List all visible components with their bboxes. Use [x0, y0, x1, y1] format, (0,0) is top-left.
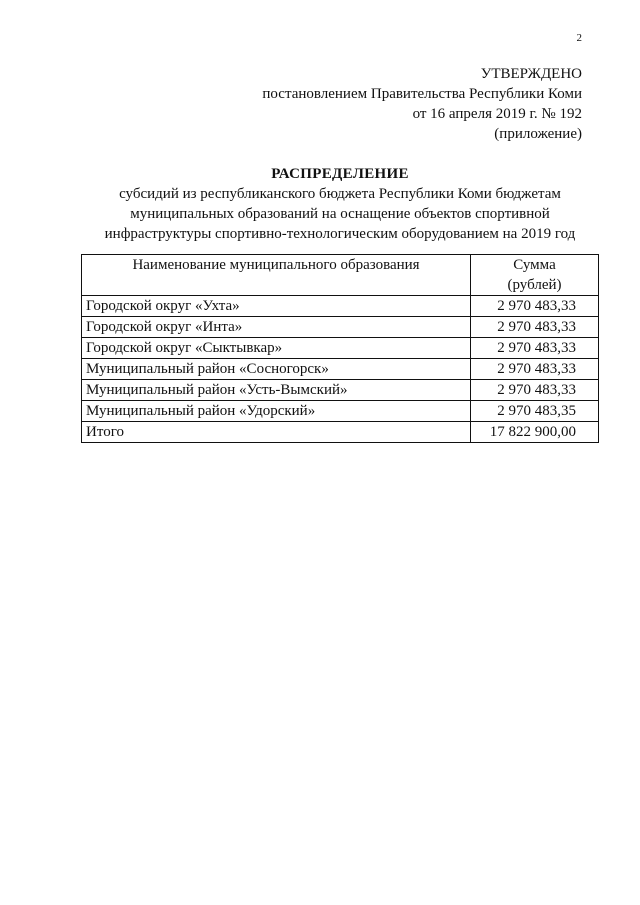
table-body — [82, 296, 599, 443]
table-row — [82, 296, 599, 317]
table-row — [82, 338, 599, 359]
subsidy-sum-cell: 2 970 483,33 — [471, 317, 599, 338]
municipality-name-cell: Муниципальный район «Сосногорск» — [82, 359, 471, 380]
distribution-table — [81, 254, 599, 443]
table-row — [82, 317, 599, 338]
subsidy-sum-cell: 2 970 483,33 — [471, 338, 599, 359]
subsidy-sum-cell: 2 970 483,33 — [471, 296, 599, 317]
approval-block — [262, 64, 582, 144]
document-subtitle-line-3: инфраструктуры спортивно-технологическим оборудованием на 2019 год — [104, 226, 576, 242]
municipality-name-cell: Муниципальный район «Усть-Вымский» — [82, 380, 471, 401]
municipality-name-cell: Городской округ «Инта» — [82, 317, 471, 338]
subsidy-sum-cell: 17 822 900,00 — [471, 422, 599, 443]
approval-date: от 16 апреля 2019 г. № 192 — [412, 106, 582, 122]
header-sum-unit: (рублей) — [507, 277, 562, 293]
header-sum-label: Сумма — [513, 257, 556, 273]
municipality-name-cell: Городской округ «Сыктывкар» — [82, 338, 471, 359]
table-row — [82, 401, 599, 422]
table-row — [82, 422, 599, 443]
subsidy-sum-cell: 2 970 483,33 — [471, 359, 599, 380]
header-name-cell: Наименование муниципального образования — [82, 255, 471, 296]
approval-decree: постановлением Правительства Республики Коми — [262, 86, 582, 102]
document-title: РАСПРЕДЕЛЕНИЕ — [271, 166, 409, 182]
document-subtitle-line-2: муниципальных образований на оснащение объектов спортивной — [130, 206, 550, 222]
subsidy-sum-cell: 2 970 483,35 — [471, 401, 599, 422]
municipality-name-cell: Городской округ «Ухта» — [82, 296, 471, 317]
table-header-row — [82, 255, 599, 296]
approval-appendix: (приложение) — [494, 126, 582, 142]
table-row — [82, 359, 599, 380]
subsidy-sum-cell: 2 970 483,33 — [471, 380, 599, 401]
approval-title: УТВЕРЖДЕНО — [480, 66, 582, 82]
table-row — [82, 380, 599, 401]
document-heading — [60, 164, 620, 244]
document-subtitle-line-1: субсидий из республиканского бюджета Республики Коми бюджетам — [119, 186, 561, 202]
municipality-name-cell: Муниципальный район «Удорский» — [82, 401, 471, 422]
municipality-name-cell: Итого — [82, 422, 471, 443]
page-number: 2 — [576, 32, 582, 44]
header-sum-cell — [471, 255, 599, 296]
